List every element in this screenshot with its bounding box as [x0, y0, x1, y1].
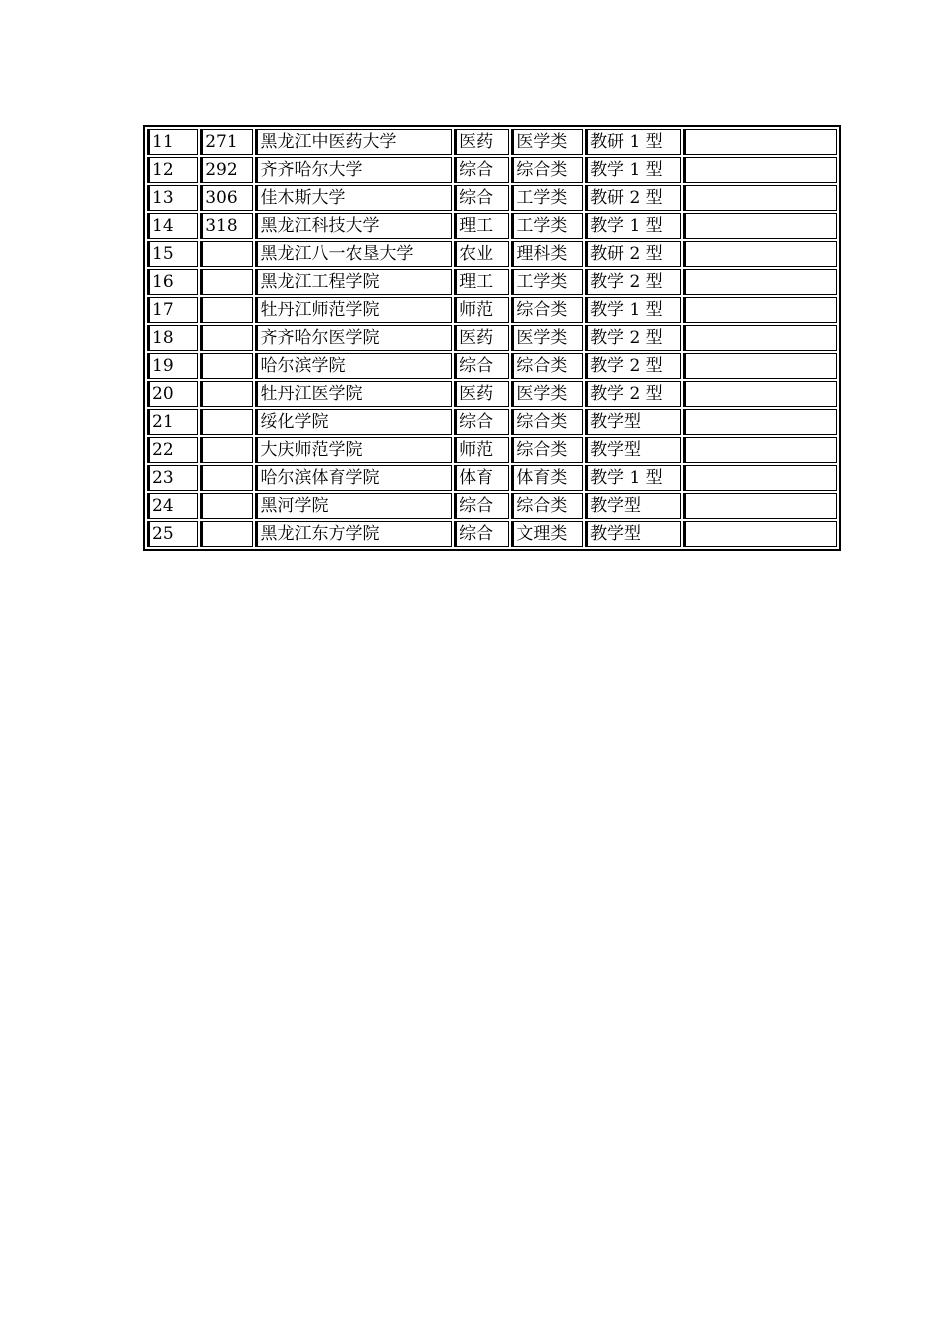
- row-code-cell: 292: [200, 157, 253, 183]
- university-table: [143, 125, 841, 551]
- row-index-cell: 14: [147, 213, 198, 239]
- row-code-cell: [200, 521, 253, 547]
- row-note-cell: [683, 409, 837, 435]
- row-index-cell: 21: [147, 409, 198, 435]
- row-category-cell: 工学类: [511, 213, 583, 239]
- row-category-cell: 体育类: [511, 465, 583, 491]
- row-index-cell: 16: [147, 269, 198, 295]
- row-level-cell: 教学型: [585, 409, 681, 435]
- row-level-cell: 教学 2 型: [585, 325, 681, 351]
- table-row: [147, 521, 837, 547]
- row-code-cell: [200, 325, 253, 351]
- table-row: [147, 325, 837, 351]
- row-name-cell: 黑龙江科技大学: [255, 213, 452, 239]
- row-note-cell: [683, 325, 837, 351]
- row-index-cell: 20: [147, 381, 198, 407]
- row-level-cell: 教研 2 型: [585, 241, 681, 267]
- table-row: [147, 269, 837, 295]
- row-name-cell: 牡丹江医学院: [255, 381, 452, 407]
- row-code-cell: 306: [200, 185, 253, 211]
- table-row: [147, 437, 837, 463]
- row-index-cell: 19: [147, 353, 198, 379]
- table-row: [147, 381, 837, 407]
- row-name-cell: 黑龙江中医药大学: [255, 129, 452, 155]
- row-index-cell: 22: [147, 437, 198, 463]
- table-row: [147, 297, 837, 323]
- row-type-cell: 综合: [454, 157, 509, 183]
- row-level-cell: 教研 1 型: [585, 129, 681, 155]
- row-name-cell: 哈尔滨体育学院: [255, 465, 452, 491]
- table-row: [147, 409, 837, 435]
- table-body: [147, 129, 837, 547]
- row-name-cell: 齐齐哈尔医学院: [255, 325, 452, 351]
- table-row: [147, 241, 837, 267]
- row-note-cell: [683, 381, 837, 407]
- row-level-cell: 教学型: [585, 493, 681, 519]
- row-index-cell: 25: [147, 521, 198, 547]
- row-level-cell: 教学 1 型: [585, 213, 681, 239]
- table-row: [147, 157, 837, 183]
- row-code-cell: 318: [200, 213, 253, 239]
- row-code-cell: [200, 353, 253, 379]
- row-level-cell: 教学 1 型: [585, 157, 681, 183]
- row-index-cell: 13: [147, 185, 198, 211]
- row-name-cell: 大庆师范学院: [255, 437, 452, 463]
- row-name-cell: 黑龙江东方学院: [255, 521, 452, 547]
- row-note-cell: [683, 437, 837, 463]
- row-code-cell: [200, 381, 253, 407]
- row-note-cell: [683, 297, 837, 323]
- row-level-cell: 教学 1 型: [585, 465, 681, 491]
- row-type-cell: 体育: [454, 465, 509, 491]
- row-name-cell: 黑河学院: [255, 493, 452, 519]
- row-category-cell: 医学类: [511, 129, 583, 155]
- table-row: [147, 185, 837, 211]
- row-type-cell: 理工: [454, 269, 509, 295]
- row-code-cell: [200, 409, 253, 435]
- row-note-cell: [683, 269, 837, 295]
- row-category-cell: 综合类: [511, 493, 583, 519]
- row-index-cell: 18: [147, 325, 198, 351]
- table-row: [147, 493, 837, 519]
- row-category-cell: 综合类: [511, 409, 583, 435]
- row-type-cell: 农业: [454, 241, 509, 267]
- row-category-cell: 文理类: [511, 521, 583, 547]
- row-index-cell: 24: [147, 493, 198, 519]
- row-category-cell: 医学类: [511, 381, 583, 407]
- row-level-cell: 教研 2 型: [585, 185, 681, 211]
- row-category-cell: 工学类: [511, 269, 583, 295]
- row-code-cell: [200, 241, 253, 267]
- row-type-cell: 综合: [454, 409, 509, 435]
- table-row: [147, 129, 837, 155]
- row-note-cell: [683, 241, 837, 267]
- row-index-cell: 17: [147, 297, 198, 323]
- row-note-cell: [683, 213, 837, 239]
- row-level-cell: 教学 2 型: [585, 269, 681, 295]
- row-category-cell: 医学类: [511, 325, 583, 351]
- table-row: [147, 213, 837, 239]
- table-row: [147, 353, 837, 379]
- row-index-cell: 15: [147, 241, 198, 267]
- row-category-cell: 工学类: [511, 185, 583, 211]
- row-level-cell: 教学型: [585, 521, 681, 547]
- row-note-cell: [683, 465, 837, 491]
- row-index-cell: 11: [147, 129, 198, 155]
- row-category-cell: 理科类: [511, 241, 583, 267]
- row-level-cell: 教学 1 型: [585, 297, 681, 323]
- row-name-cell: 齐齐哈尔大学: [255, 157, 452, 183]
- row-type-cell: 医药: [454, 325, 509, 351]
- row-type-cell: 综合: [454, 493, 509, 519]
- row-note-cell: [683, 157, 837, 183]
- row-code-cell: [200, 493, 253, 519]
- row-level-cell: 教学 2 型: [585, 381, 681, 407]
- row-type-cell: 理工: [454, 213, 509, 239]
- row-name-cell: 绥化学院: [255, 409, 452, 435]
- row-index-cell: 12: [147, 157, 198, 183]
- row-type-cell: 综合: [454, 185, 509, 211]
- row-code-cell: 271: [200, 129, 253, 155]
- row-code-cell: [200, 269, 253, 295]
- row-code-cell: [200, 465, 253, 491]
- row-level-cell: 教学型: [585, 437, 681, 463]
- row-code-cell: [200, 297, 253, 323]
- row-note-cell: [683, 493, 837, 519]
- row-name-cell: 牡丹江师范学院: [255, 297, 452, 323]
- row-type-cell: 综合: [454, 353, 509, 379]
- row-level-cell: 教学 2 型: [585, 353, 681, 379]
- table-row: [147, 465, 837, 491]
- row-note-cell: [683, 185, 837, 211]
- row-type-cell: 师范: [454, 437, 509, 463]
- row-name-cell: 佳木斯大学: [255, 185, 452, 211]
- row-category-cell: 综合类: [511, 157, 583, 183]
- row-note-cell: [683, 521, 837, 547]
- row-note-cell: [683, 353, 837, 379]
- row-code-cell: [200, 437, 253, 463]
- row-type-cell: 师范: [454, 297, 509, 323]
- row-name-cell: 黑龙江八一农垦大学: [255, 241, 452, 267]
- row-type-cell: 综合: [454, 521, 509, 547]
- row-category-cell: 综合类: [511, 353, 583, 379]
- row-name-cell: 黑龙江工程学院: [255, 269, 452, 295]
- row-name-cell: 哈尔滨学院: [255, 353, 452, 379]
- row-category-cell: 综合类: [511, 297, 583, 323]
- row-type-cell: 医药: [454, 381, 509, 407]
- row-note-cell: [683, 129, 837, 155]
- row-type-cell: 医药: [454, 129, 509, 155]
- row-category-cell: 综合类: [511, 437, 583, 463]
- row-index-cell: 23: [147, 465, 198, 491]
